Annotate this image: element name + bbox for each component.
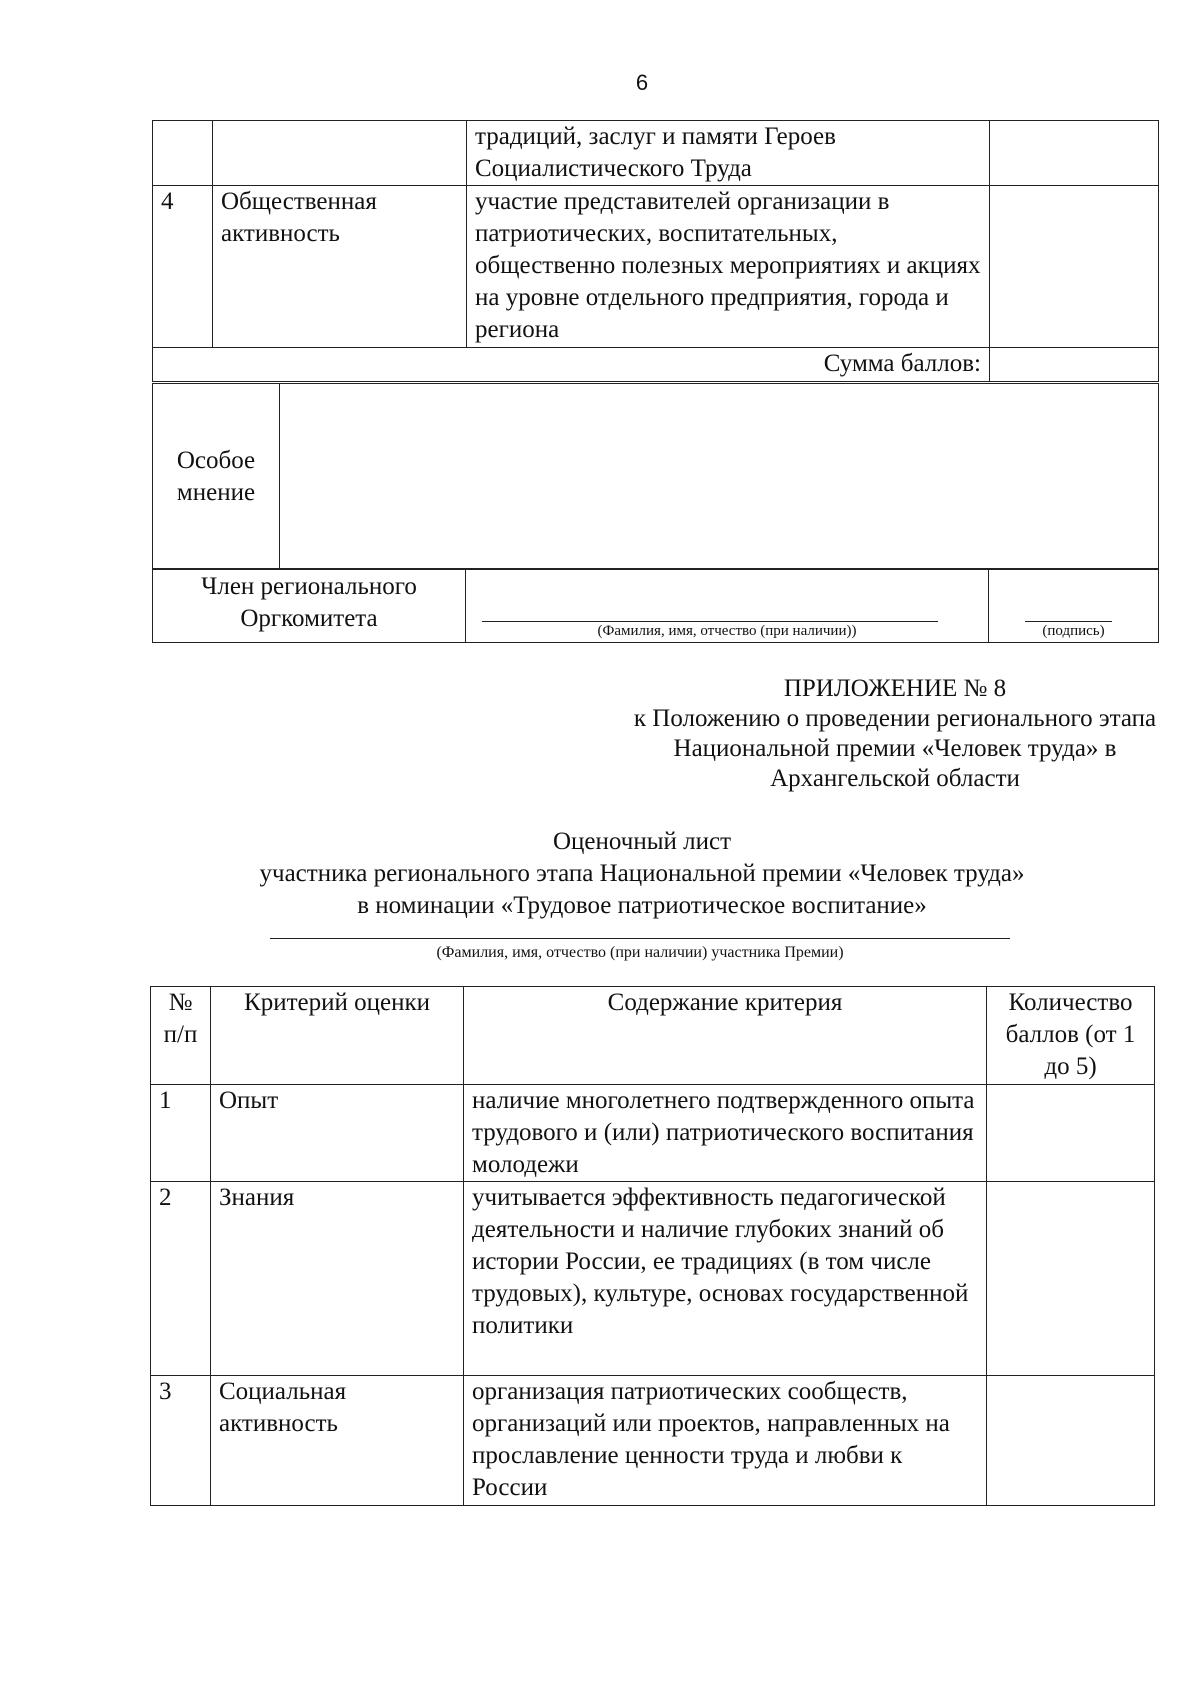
score-cell [987, 1182, 1155, 1376]
table-row [153, 121, 1159, 186]
criterion-name: Общественная активность [213, 186, 467, 348]
row-number: 4 [153, 186, 213, 348]
special-opinion-table [152, 383, 1159, 570]
row-number: 2 [151, 1182, 211, 1376]
signature-cell [989, 569, 1159, 643]
row-number: 1 [151, 1085, 211, 1182]
evaluation-line-2: участника регионального этапа Национальной премии «Человек труда» [259, 860, 1025, 887]
criterion-name [213, 121, 467, 186]
table-row [151, 1376, 1155, 1506]
score-cell [990, 121, 1159, 186]
score-cell [987, 1085, 1155, 1182]
evaluation-line-3: в номинации «Трудовое патриотическое воспитание» [357, 892, 927, 919]
special-opinion-row [153, 384, 1159, 570]
criterion-content: организация патриотических сообществ, организаций или проектов, направленных на прославление ценности труда и любви к России [464, 1376, 987, 1506]
criterion-content: участие представителей организации в патриотических, воспитательных, общественно полезных мероприятиях и акциях на уровне отдельного предприятия, города и региона [467, 186, 990, 348]
signature-caption: (подпись) [1042, 623, 1105, 639]
row-number [153, 121, 213, 186]
member-signature-table [152, 568, 1159, 643]
table-row [151, 1085, 1155, 1182]
criterion-content: наличие многолетнего подтвержденного опыта трудового и (или) патриотического воспитания молодежи [464, 1085, 987, 1182]
sum-label: Сумма баллов: [153, 348, 990, 382]
special-opinion-label: Особое мнение [153, 384, 280, 570]
header-num: № п/п [151, 987, 211, 1085]
header-criterion: Критерий оценки [211, 987, 464, 1085]
criterion-name: Опыт [211, 1085, 464, 1182]
criterion-content: традиций, заслуг и памяти Героев Социалистического Труда [467, 121, 990, 186]
member-row [153, 569, 1159, 643]
table-header-row [151, 987, 1155, 1085]
member-label: Член регионального Оргкомитета [153, 569, 466, 643]
special-opinion-field [280, 384, 1159, 570]
criterion-name: Знания [211, 1182, 464, 1376]
evaluation-title [0, 826, 1200, 922]
header-score: Количество баллов (от 1 до 5) [987, 987, 1155, 1085]
row-number: 3 [151, 1376, 211, 1506]
criterion-content: учитывается эффективность педагогической деятельности и наличие глубоких знаний об истории России, ее традициях (в том числе трудовых), культуре, основах государственной политики [464, 1182, 987, 1376]
page-number: 6 [635, 70, 649, 95]
score-cell [987, 1376, 1155, 1506]
evaluation-line-1: Оценочный лист [552, 828, 731, 855]
appendix-subtitle: к Положению о проведении регионального этапа Национальной премии «Человек труда» в Архангельской области [633, 705, 1157, 792]
fio-cell [466, 569, 989, 643]
participant-name-caption: (Фамилия, имя, отчество (при наличии) участника Премии) [436, 944, 844, 961]
criteria-table [150, 986, 1155, 1506]
top-criteria-table [152, 120, 1159, 382]
table-row [151, 1182, 1155, 1376]
table-row [153, 186, 1159, 348]
sum-value-cell [990, 348, 1159, 382]
appendix-header [600, 674, 1190, 794]
score-cell [990, 186, 1159, 348]
sum-row [153, 348, 1159, 382]
criterion-name: Социальная активность [211, 1376, 464, 1506]
fio-caption: (Фамилия, имя, отчество (при наличии)) [597, 623, 857, 639]
header-content: Содержание критерия [464, 987, 987, 1085]
appendix-title: ПРИЛОЖЕНИЕ № 8 [783, 675, 1007, 702]
participant-name-line [270, 938, 1010, 939]
